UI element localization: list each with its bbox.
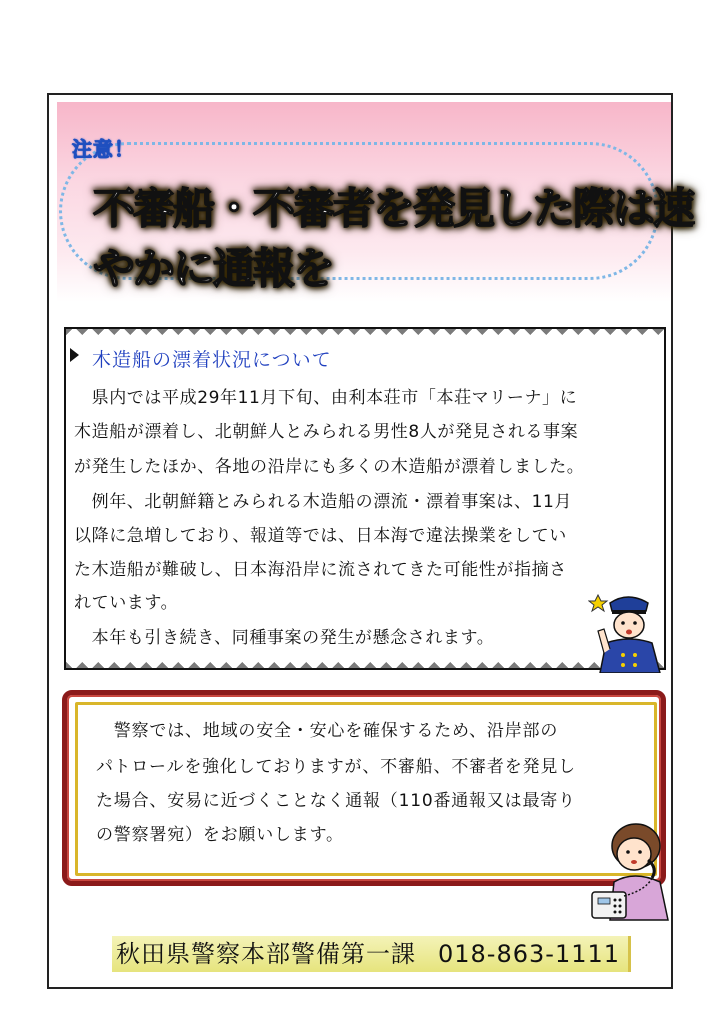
jagged-edge-top (66, 327, 664, 337)
heading-bullet-icon (70, 348, 79, 362)
article-line: 以降に急増しており、報道等では、日本海で違法操業をしてい (74, 526, 567, 546)
notice-line: の警察署宛）をお願いします。 (96, 825, 344, 845)
caution-label: 注意！ (72, 137, 135, 161)
article-line: れています。 (74, 593, 179, 613)
article-line: 本年も引き続き、同種事案の発生が懸念されます。 (74, 628, 495, 648)
article-line: 例年、北朝鮮籍とみられる木造船の漂流・漂着事案は、11月 (74, 492, 573, 512)
article-line: が発生したほか、各地の沿岸にも多くの木造船が漂着しました。 (74, 457, 585, 477)
article-heading: 木造船の漂着状況について (92, 349, 332, 371)
footer-phone[interactable]: 018-863-1111 (438, 940, 621, 968)
footer-department: 秋田県警察本部警備第一課 (116, 940, 416, 968)
article-line: 県内では平成29年11月下旬、由利本荘市「本荘マリーナ」に (74, 388, 578, 408)
notice-line: た場合、安易に近づくことなく通報（110番通報又は最寄り (96, 791, 576, 811)
notice-line: 警察では、地域の安全・安心を確保するため、沿岸部の (96, 721, 559, 741)
notice-line: パトロールを強化しておりますが、不審船、不審者を発見し (96, 757, 576, 777)
police-officer-icon (588, 583, 662, 673)
woman-on-phone-icon (588, 820, 674, 930)
page-title: 不審船・不審者を発見した際は速やかに通報を (93, 184, 694, 293)
footer-contact (112, 936, 631, 972)
article-line: た木造船が難破し、日本海沿岸に流されてきた可能性が指摘さ (74, 560, 567, 580)
article-line: 木造船が漂着し、北朝鮮人とみられる男性8人が発見される事案 (74, 422, 579, 442)
jagged-edge-bottom (66, 660, 664, 670)
